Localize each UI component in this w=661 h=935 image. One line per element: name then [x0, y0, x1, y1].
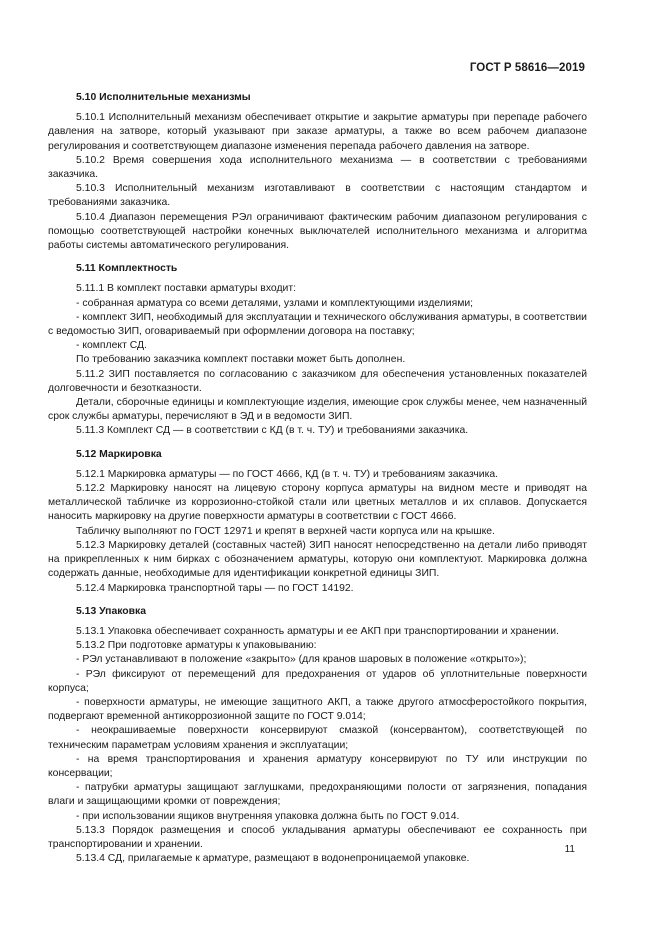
list-item: - РЭл фиксируют от перемещений для предохранения от ударов об уплотнительные поверхности корпуса;	[48, 668, 587, 694]
paragraph: 5.12.1 Маркировка арматуры — по ГОСТ 4666, КД (в т. ч. ТУ) и требованиям заказчика.	[76, 468, 499, 480]
list-item: - комплект ЗИП, необходимый для эксплуатации и технического обслуживания арматуры, в соответствии с ведомостью ЗИП, оговариваемый при оформлении договора на поставку;	[48, 311, 587, 338]
paragraph: 5.12.3 Маркировку деталей (составных частей) ЗИП наносят непосредственно на детали либо приводят на прикрепленных к ним бирках с обозначением арматуры, которую они комплектуют. Маркировка должна содержать данные, необходимые для идентификации конкретной единицы ЗИП.	[48, 539, 587, 580]
page-number: 11	[564, 844, 575, 855]
paragraph: 5.13.4 СД, прилагаемые к арматуре, размещают в водонепроницаемой упаковке.	[76, 853, 470, 865]
paragraph: 5.10.2 Время совершения хода исполнительного механизма — в соответствии с требованиями заказчика.	[48, 154, 587, 181]
list-item: - поверхности арматуры, не имеющие защитного АКП, а также другого атмосферостойкого покрытия, подвергают временной антикоррозионной защите по ГОСТ 9.014;	[48, 696, 587, 723]
paragraph: Детали, сборочные единицы и комплектующие изделия, имеющие срок службы менее, чем назначенный срок службы арматуры, перечисляют в ЭД и в ведомости ЗИП.	[48, 397, 587, 423]
document-body	[48, 91, 587, 866]
paragraph: 5.13.2 При подготовке арматуры к упаковыванию:	[76, 640, 317, 652]
paragraph: 5.11.2 ЗИП поставляется по согласованию с заказчиком для обеспечения установленных показателей долговечности и безотказности.	[48, 368, 587, 394]
standard-designation: ГОСТ Р 58616—2019	[469, 62, 585, 74]
list-item: - при использовании ящиков внутренняя упаковка должна быть по ГОСТ 9.014.	[76, 810, 460, 822]
section-heading-5-11: 5.11 Комплектность	[76, 263, 178, 275]
paragraph: 5.10.3 Исполнительный механизм изготавливают в соответствии с настоящим стандартом и требованиями заказчика.	[48, 183, 587, 209]
list-item: - патрубки арматуры защищают заглушками, предохраняющими полости от загрязнения, попадания влаги и защищающими кромки от повреждения;	[48, 782, 587, 808]
paragraph: По требованию заказчика комплект поставки может быть дополнен.	[76, 354, 406, 366]
list-item: - на время транспортирования и хранения арматуру консервируют по ТУ или инструкции по консервации;	[48, 753, 587, 779]
section-heading-5-13: 5.13 Упаковка	[76, 605, 147, 617]
paragraph: Табличку выполняют по ГОСТ 12971 и крепят в верхней части корпуса или на крышке.	[76, 525, 495, 537]
paragraph: 5.10.4 Диапазон перемещения РЭл ограничивают фактическим рабочим диапазоном регулирования с помощью соответствующей настройки конечных выключателей исполнительного механизма и алгоритма работы системы автоматического регулирования.	[48, 211, 587, 252]
list-item: - РЭл устанавливают в положение «закрыто» (для кранов шаровых в положение «открыто»);	[76, 654, 527, 666]
paragraph: 5.12.2 Маркировку наносят на лицевую сторону корпуса арматуры на видном месте и приводят на металлической табличке из коррозионно-стойкой стали или цветных металлов и их сплавов. Допускается наносить маркировку на другие поверхности арматуры в соответствии с ГОСТ 4666.	[48, 483, 587, 523]
list-item: - комплект СД.	[76, 340, 147, 352]
list-item: - неокрашиваемые поверхности консервируют смазкой (консервантом), соответствующей по техническим параметрам условиям хранения и эксплуатации;	[48, 725, 587, 751]
section-heading-5-12: 5.12 Маркировка	[76, 448, 162, 460]
list-item: - собранная арматура со всеми деталями, узлами и комплектующими изделиями;	[76, 297, 474, 309]
paragraph: 5.12.4 Маркировка транспортной тары — по ГОСТ 14192.	[76, 582, 354, 594]
paragraph: 5.13.3 Порядок размещения и способ укладывания арматуры обеспечивают ее сохранность при транспортировании и хранении.	[48, 824, 587, 850]
paragraph: 5.13.1 Упаковка обеспечивает сохранность арматуры и ее АКП при транспортировании и хранении.	[76, 625, 559, 637]
paragraph: 5.10.1 Исполнительный механизм обеспечивает открытие и закрытие арматуры при перепаде рабочего давления на затворе, который указывают при заказе арматуры, а также во всем рабочем диапазоне регулирования и соответствующем диапазоне изменения перепада рабочего давления на затворе.	[48, 112, 587, 152]
section-heading-5-10: 5.10 Исполнительные механизмы	[76, 92, 251, 103]
paragraph: 5.11.1 В комплект поставки арматуры входит:	[76, 283, 296, 295]
paragraph: 5.11.3 Комплект СД — в соответствии с КД (в т. ч. ТУ) и требованиями заказчика.	[76, 425, 469, 437]
